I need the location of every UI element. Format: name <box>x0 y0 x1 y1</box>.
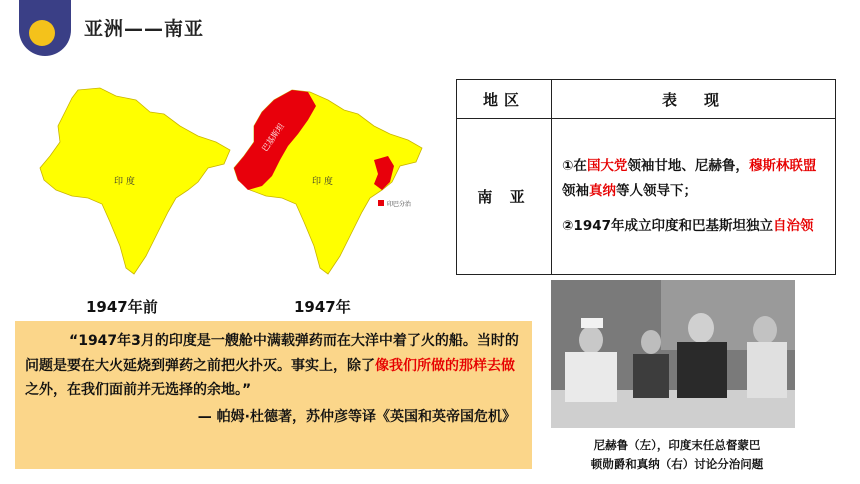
historical-photo <box>551 280 795 428</box>
quote-text: “1947年3月的印度是一艘舱中满载弹药而在大洋中着了火的船。当时的问题是要在大火延烧到弹药之前把火扑灭。事实上，除了像我们所做的那样去做之外，在我们面前并无选择的余地。” <box>25 333 519 398</box>
map2-legend-text: 印巴分治 <box>387 201 412 208</box>
table-cell-desc <box>552 119 836 275</box>
quote-source: — 帕姆·杜德著，苏仲彦等译《英国和英帝国危机》 <box>197 408 516 425</box>
header-dot-icon <box>29 20 55 46</box>
table-header-performance: 表 现 <box>552 80 836 119</box>
map2-label: 1947年 <box>294 298 351 316</box>
photo-caption: 尼赫鲁（左），印度末任总督蒙巴 顿勋爵和真纳（右）讨论分治问题 <box>590 438 764 471</box>
india-undivided-shape <box>40 88 230 274</box>
quote-box <box>15 321 532 469</box>
map-before-1947 <box>38 86 232 278</box>
map1-label: 1947年前 <box>86 298 158 316</box>
map-1947 <box>232 86 428 278</box>
map2-pakistan-text: 巴基斯坦 <box>260 121 286 154</box>
map2-legend-swatch <box>378 200 384 206</box>
info-table <box>456 79 836 275</box>
map1-region-text: 印 度 <box>114 177 135 187</box>
header-tab <box>19 0 71 56</box>
photo-drawing <box>551 280 795 428</box>
table-header-region: 地区 <box>457 80 552 119</box>
point-1: ①在国大党领袖甘地、尼赫鲁，穆斯林联盟领袖真纳等人领导下； <box>562 158 817 199</box>
map2-region-text: 印 度 <box>312 177 333 187</box>
point-2: ②1947年成立印度和巴基斯坦独立自治领 <box>562 218 814 234</box>
table-cell-region: 南 亚 <box>457 119 552 275</box>
page-title: 亚洲——南亚 <box>84 18 205 40</box>
